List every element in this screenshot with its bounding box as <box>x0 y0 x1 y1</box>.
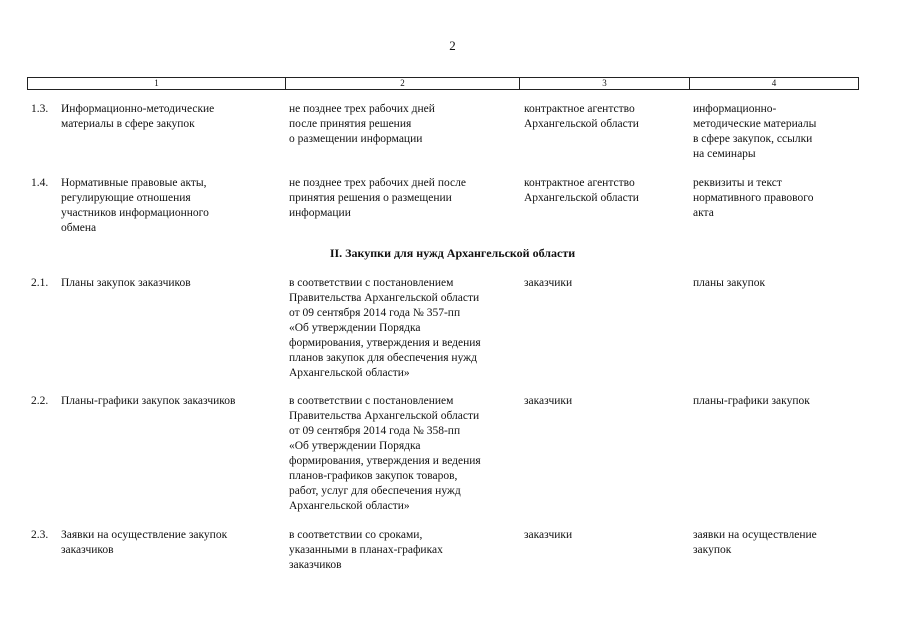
row-info: реквизиты и текст нормативного правового акта <box>693 177 814 219</box>
row-name: Планы-графики закупок заказчиков <box>61 395 236 407</box>
header-cell-2: 2 <box>286 78 520 89</box>
row-deadline: в соответствии со сроками, указанными в планах-графиках заказчиков <box>289 529 443 571</box>
row-number: 2.1. <box>31 277 49 289</box>
header-cell-3: 3 <box>520 78 690 89</box>
row-deadline: не позднее трех рабочих дней после принятия решения о размещении информации <box>289 103 435 145</box>
row-deadline: не позднее трех рабочих дней после принятия решения о размещении информации <box>289 177 466 219</box>
row-responsible: контрактное агентство Архангельской области <box>524 177 639 204</box>
row-name: Нормативные правовые акты, регулирующие отношения участников информационного обмена <box>61 177 209 234</box>
row-name: Планы закупок заказчиков <box>61 277 191 289</box>
header-cell-4: 4 <box>771 78 777 88</box>
row-number: 2.3. <box>31 529 49 541</box>
row-responsible: заказчики <box>524 277 573 289</box>
row-number: 2.2. <box>31 395 49 407</box>
column-number-header <box>27 77 859 90</box>
page-number: 2 <box>449 38 456 53</box>
row-info: планы закупок <box>693 277 766 289</box>
row-responsible: контрактное агентство Архангельской области <box>524 103 639 130</box>
row-info: информационно- методические материалы в сфере закупок, ссылки на семинары <box>693 103 817 160</box>
header-cell-1: 1 <box>28 78 286 89</box>
row-name: Информационно-методические материалы в сфере закупок <box>61 103 215 130</box>
row-responsible: заказчики <box>524 529 573 541</box>
row-info: заявки на осуществление закупок <box>693 529 817 556</box>
row-deadline: в соответствии с постановлением Правительства Архангельской области от 09 сентября 2014 года № 358-пп «Об утверждении Порядка формирования, утверждения и ведения планов-графиков закупок товаров, работ, услуг для обеспечения нужд Архангельской области» <box>289 395 481 512</box>
row-info: планы-графики закупок <box>693 395 810 407</box>
row-number: 1.3. <box>31 103 49 115</box>
row-name: Заявки на осуществление закупок заказчиков <box>61 529 228 556</box>
section-title: II. Закупки для нужд Архангельской области <box>329 246 576 260</box>
row-deadline: в соответствии с постановлением Правительства Архангельской области от 09 сентября 2014 года № 357-пп «Об утверждении Порядка формирования, утверждения и ведения планов закупок для обеспечения нужд Архангельской области» <box>289 277 481 379</box>
row-number: 1.4. <box>31 177 49 189</box>
row-responsible: заказчики <box>524 395 573 407</box>
